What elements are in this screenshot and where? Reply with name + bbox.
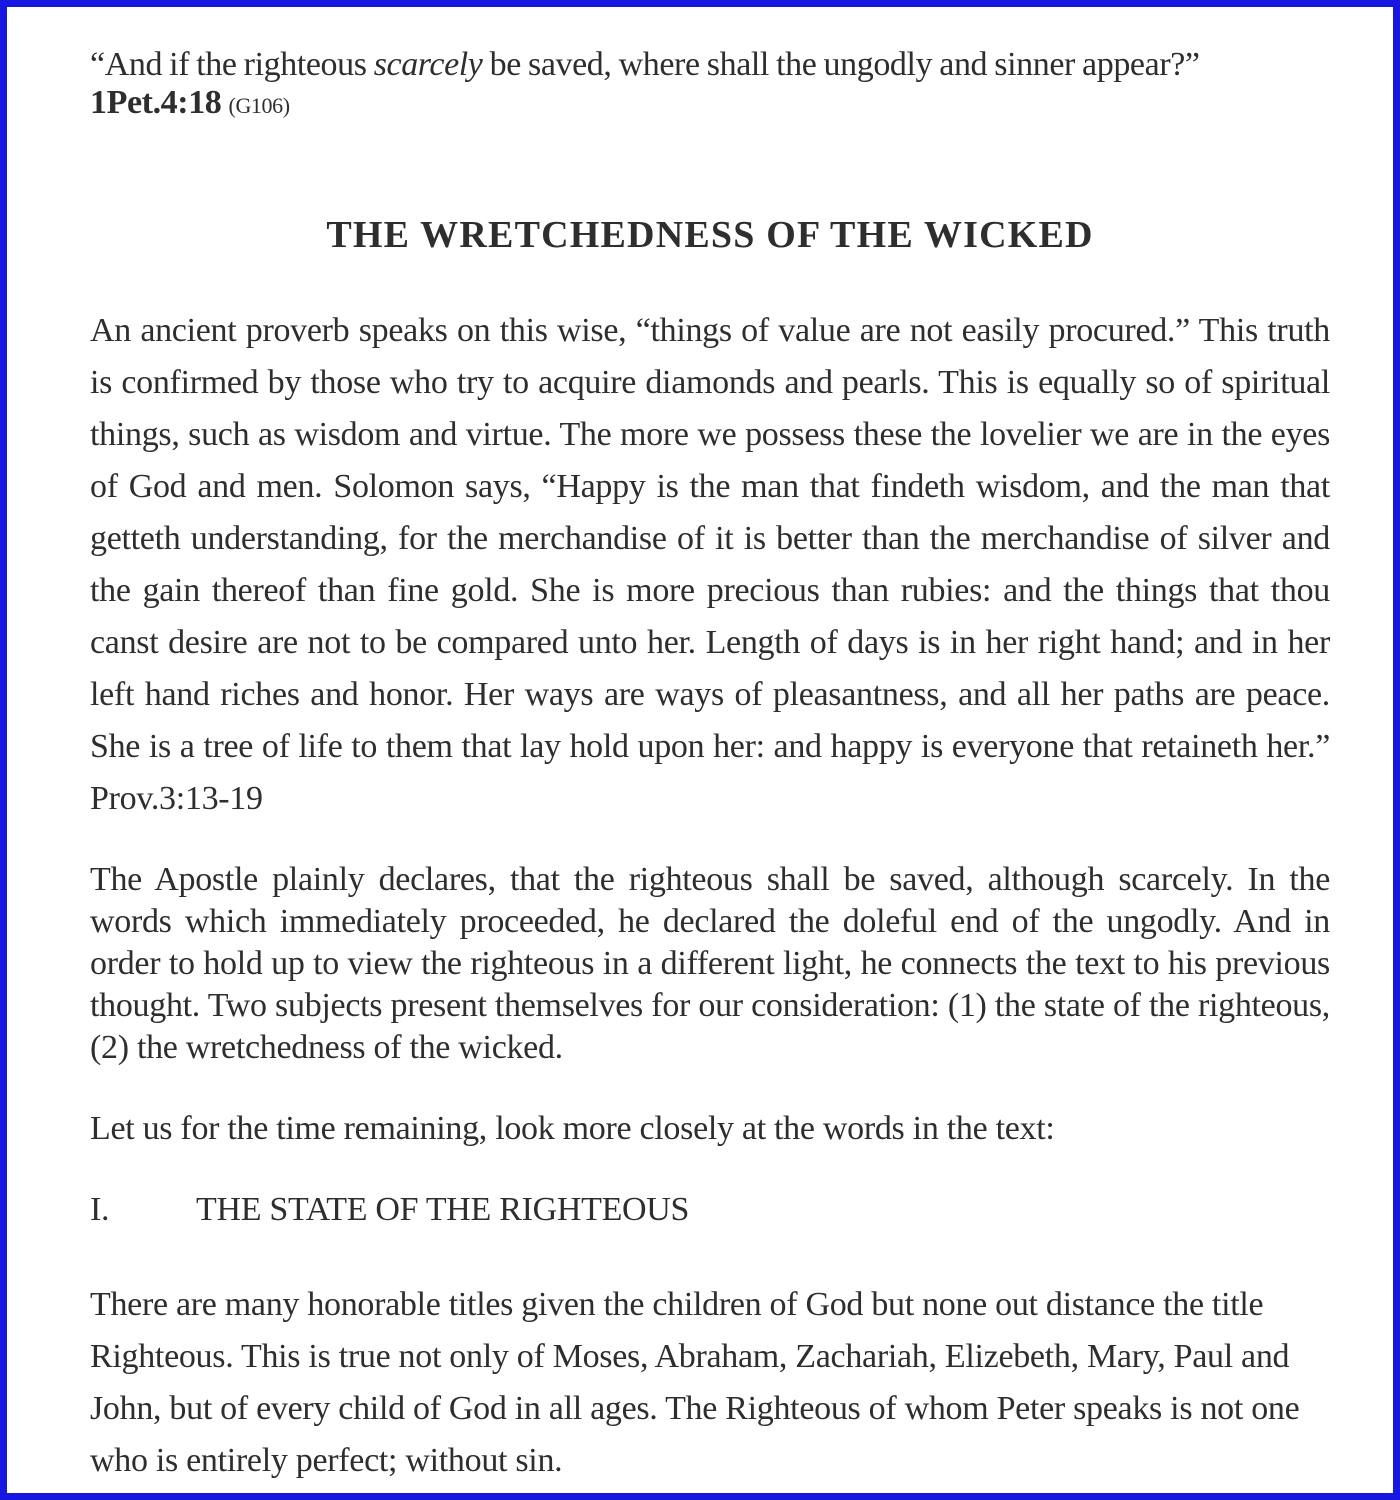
epigraph-verse <box>90 45 1330 126</box>
verse-text-end: be saved, where shall the ungodly and sinner appear?” <box>482 46 1200 83</box>
page-title: THE WRETCHEDNESS OF THE WICKED <box>326 214 1094 256</box>
paragraph-apostle: The Apostle plainly declares, that the righteous shall be saved, although scarcely. In the words which immediately proceeded, he declared the doleful end of the ungodly. And in order to hold up to view the righteous in a different light, he connects the text to his previous thought. Two subjects present themselves for our consideration: (1) the state of the righteous, (2) the wretchedness of the wicked. <box>90 861 1330 1066</box>
verse-text-start: “And if the righteous <box>90 46 374 83</box>
paragraph-transition: Let us for the time remaining, look more closely at the words in the text: <box>90 1110 1055 1147</box>
section-heading-text: THE STATE OF THE RIGHTEOUS <box>196 1191 690 1228</box>
paragraph-righteous-titles: There are many honorable titles given the children of God but none out distance the title Righteous. This is true not only of Moses, Abraham, Zachariah, Elizebeth, Mary, Paul and John, but of every child of God in all ages. The Righteous of whom Peter speaks is not one who is entirely perfect; without sin. <box>90 1286 1300 1479</box>
verse-emphasis: scarcely <box>373 46 483 83</box>
section-number: I. <box>90 1191 110 1228</box>
paragraph-proverb: An ancient proverb speaks on this wise, “things of value are not easily procured.” This truth is confirmed by those who try to acquire diamonds and pearls. This is equally so of spiritual things, such as wisdom and virtue. The more we possess these the lovelier we are in the eyes of God and men. Solomon says, “Happy is the man that findeth wisdom, and the man that getteth understanding, for the merchandise of it is better than the merchandise of silver and the gain thereof than fine gold. She is more precious than rubies: and the things that thou canst desire are not to be compared unto her. Length of days is in her right hand; and in her left hand riches and honor. Her ways are ways of pleasantness, and all her paths are peace. She is a tree of life to them that lay hold upon her: and happy is everyone that retaineth her.” Prov.3:13-19 <box>90 312 1330 817</box>
verse-reference-line <box>90 83 1330 126</box>
verse-reference: 1Pet.4:18 <box>90 84 222 121</box>
verse-code: (G106) <box>228 93 290 118</box>
section-heading <box>90 1189 1330 1231</box>
